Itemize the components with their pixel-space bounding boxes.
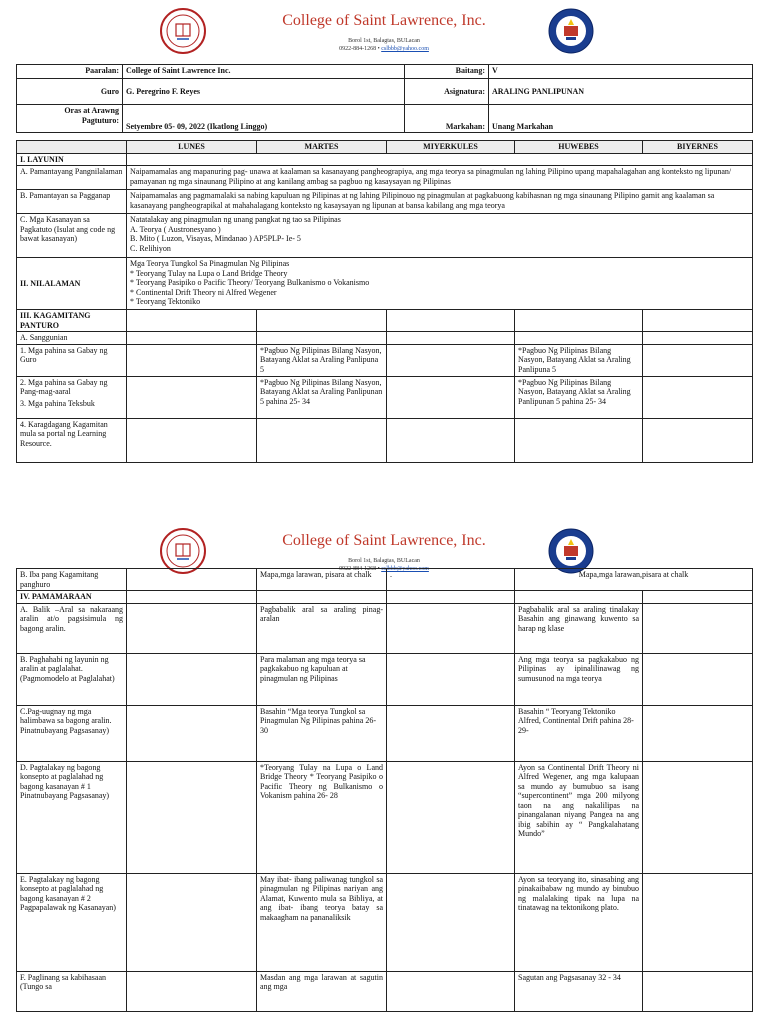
cell-blank (127, 332, 257, 345)
markahan-label: Markahan: (405, 105, 489, 133)
cell-blank (387, 761, 515, 873)
cell-blank (643, 653, 753, 705)
paglinang-martes: Masdan ang mga larawan at sagutin ang mga (257, 971, 387, 1011)
cell-blank (127, 971, 257, 1011)
cell-blank (257, 418, 387, 462)
cell-blank (127, 591, 257, 604)
school-name: College of Saint Lawrence, Inc. (282, 532, 486, 549)
paaralan-value: College of Saint Lawrence Inc. (123, 65, 405, 79)
day-header-martes: MARTES (257, 141, 387, 154)
kasanayan-label: C. Mga Kasanayan sa Pagkatuto (Isulat ang code ng bawat kasanayan) (17, 214, 127, 258)
cell-blank (387, 376, 515, 418)
cell-blank (643, 418, 753, 462)
teksbuk-text: 3. Mga pahina Teksbuk (20, 398, 95, 408)
cell-blank (127, 873, 257, 971)
paglinang-huwebes: Sagutan ang Pagsasanay 32 - 34 (515, 971, 643, 1011)
pamantayang-nilalaman-label: A. Pamantayang Pangnilalaman (17, 166, 127, 190)
nilalaman-line: * Teoryang Pasipiko o Pacific Theory/ Teoryang Bulkanismo o Vokanismo (130, 278, 370, 287)
cell-blank (257, 310, 387, 332)
cell-blank (643, 344, 753, 376)
cell-blank (387, 344, 515, 376)
asignatura-label: Asignatura: (405, 79, 489, 105)
pagtalakay-2-martes: May ibat- ibang paliwanag tungkol sa pinagmulan ng Pilipinas nariyan ang Alamat, Kuwento mula sa Bibliya, at ang ibat- ibang teorya batay sa makaagham na pananaliksik (257, 873, 387, 971)
cell-blank (643, 376, 753, 418)
cell-blank (257, 332, 387, 345)
lesson-plan-table-page-2 (16, 568, 753, 1012)
cell-blank (127, 376, 257, 418)
karagdagang-label: 4. Karagdagang Kagamitan mula sa portal ng Learning Resource. (17, 418, 127, 462)
cell-blank (127, 310, 257, 332)
cell-blank (643, 310, 753, 332)
page-2 (0, 520, 768, 1024)
guro-label: Guro (17, 79, 123, 105)
section-layunin: I. LAYUNIN (17, 153, 127, 166)
cell-blank (257, 591, 387, 604)
kasanayan-line: B. Mito ( Luzon, Visayas, Mindanao ) AP5PLP- Ie- 5 (130, 234, 301, 243)
school-header (0, 0, 768, 62)
cell-blank (643, 971, 753, 1011)
iba-kagamitan-martes: Mapa,mga larawan, pisara at chalk (257, 569, 387, 591)
pag-uugnay-huwebes: Basahin “ Teoryang Tektoniko Alfred, Continental Drift pahina 28- 29- (515, 705, 643, 761)
kasanayan-text (127, 214, 753, 258)
cell-blank (387, 591, 515, 604)
school-phone: 0922-884-1268 • (339, 566, 380, 572)
day-header-blank (17, 141, 127, 154)
balik-aral-martes: Pagbabalik aral sa araling pinag- aralan (257, 603, 387, 653)
school-address: Borol 1st, Balagtas, BULacan (348, 558, 420, 564)
iba-kagamitan-label: B. Iba pang Kagamitang panghuro (17, 569, 127, 591)
school-address: Borol 1st, Balagtas, BULacan (348, 38, 420, 44)
paghahabi-martes: Para malaman ang mga teorya sa pagkakabuo ng kapuluan at pinagmulan ng Pilipinas (257, 653, 387, 705)
guro-value: G. Peregrino F. Reyes (123, 79, 405, 105)
cell-blank (643, 705, 753, 761)
day-header-biyernes: BIYERNES (643, 141, 753, 154)
cell-blank (127, 653, 257, 705)
baitang-label: Baitang: (405, 65, 489, 79)
day-header-miyerkules: MIYERKULES (387, 141, 515, 154)
cell-blank (387, 873, 515, 971)
school-email[interactable]: cslbbb@yahoo.com (381, 566, 429, 572)
nilalaman-line: Mga Teorya Tungkol Sa Pinagmulan Ng Pilipinas (130, 259, 290, 268)
cell-blank (387, 332, 515, 345)
cell-blank (127, 569, 257, 591)
baitang-value: V (489, 65, 753, 79)
cell-blank (127, 344, 257, 376)
pagtalakay-1-huwebes: Ayon sa Continental Drift Theory ni Alfred Wegener, ang mga kalupaan sa mundo ay bumubuo sa isang “supercontinent” mga 200 milyong taon na ang nakalilipas na pinangalanan niyang Pangea na ang ibig sabihin ay “ Pangkalahatang Mundo” (515, 761, 643, 873)
asignatura-value: ARALING PANLIPUNAN (489, 79, 753, 105)
paghahabi-huwebes: Ang mga teorya sa pagkakabuo ng Pilipinas ay ipinalilinawag ng sumusunod na mga teorya (515, 653, 643, 705)
pagtalakay-1-label: D. Pagtalakay ng bagong konsepto at paglalahad ng bagong kasanayan # 1 Pinatnubayang Pagsasanay) (17, 761, 127, 873)
gabay-aaral-huwebes: *Pagbuo Ng Pilipinas Bilang Nasyon, Batayang Aklat sa Araling Panlipunan 5 pahina 25- 34 (515, 376, 643, 418)
day-header-lunes: LUNES (127, 141, 257, 154)
gabay-guro-martes: *Pagbuo Ng Pilipinas Bilang Nasyon, Batayang Aklat sa Araling Panlipuna 5 (257, 344, 387, 376)
oras-label-line-1: Oras at Arawng (64, 106, 119, 115)
school-email[interactable]: cslbbb@yahoo.com (381, 46, 429, 52)
lesson-plan-table-page-1 (16, 140, 753, 463)
kasanayan-line: C. Relihiyon (130, 243, 171, 253)
iba-kagamitan-miyerkules: . (387, 569, 515, 591)
pamantayan-pagganap-text: Naipamamalas ang pagmamalaki sa nabing kapuluan ng Pilipinas at ng lahing Pilipinouo ng pinagmulan at pagkabuong kabihasnan ng mga sinaunang Pilipino gamit ang kaalaman sa kasanayang pangheograpikal at mahahalagang konteksto ng kasaysayan ng lipunan at bansa kabilang ang mga teorya (127, 190, 753, 214)
cell-blank (515, 310, 643, 332)
cell-blank (387, 603, 515, 653)
iba-kagamitan-huwebes: Mapa,mga larawan,pisara at chalk (515, 569, 753, 591)
cell-blank (387, 418, 515, 462)
section-pamamaraan: IV. PAMAMARAAN (17, 591, 127, 604)
pagtalakay-1-martes: *Teoryang Tulay na Lupa o Land Bridge Theory * Teoryang Pasipiko o Pacific Theory ng Bulkanismo o Vokanism pahina 26- 28 (257, 761, 387, 873)
gabay-guro-label: 1. Mga pahina sa Gabay ng Guro (17, 344, 127, 376)
cell-blank (643, 332, 753, 345)
lesson-info-table (16, 64, 753, 133)
cell-blank (515, 332, 643, 345)
section-kagamitan: III. KAGAMITANG PANTURO (17, 310, 127, 332)
pag-uugnay-label: C.Pag-uugnay ng mga halimbawa sa bagong aralin. Pinatnubayang Pagsasanay) (17, 705, 127, 761)
school-contact (0, 46, 768, 52)
oras-label-line-2: Pagtuturo: (81, 115, 119, 125)
kasanayan-line: Natatalakay ang pinagmulan ng unang pangkat ng tao sa Pilipinas (130, 215, 341, 224)
cell-blank (515, 591, 643, 604)
pagtalakay-2-label: E. Pagtalakay ng bagong konsepto at paglalahad ng bagong kasanayan # 2 Pagpapalawak ng Kasanayan) (17, 873, 127, 971)
cell-blank (387, 310, 515, 332)
school-name: College of Saint Lawrence, Inc. (282, 12, 486, 29)
cell-blank (127, 418, 257, 462)
cell-blank (643, 873, 753, 971)
pag-uugnay-martes: Basahin “Mga teorya Tungkol sa Pinagmulan Ng Pilipinas pahina 26- 30 (257, 705, 387, 761)
paaralan-label: Paaralan: (17, 65, 123, 79)
gabay-guro-huwebes: *Pagbuo Ng Pilipinas Bilang Nasyon, Batayang Aklat sa Araling Panlipuna 5 (515, 344, 643, 376)
nilalaman-line: * Continental Drift Theory ni Alfred Wegener (130, 287, 277, 297)
pamantayang-nilalaman-text: Naipamamalas ang mapanuring pag- unawa at kaalaman sa kasanayang pangheograpiya, ang mga teorya sa pinagmulan ng lahing Pilipino upang mapahalagahan ang konteksto ng lipunan/ pamayanan ng mga sinaunang Pilipino at ang kanilang ambag sa pagbuo ng kasaysayan ng Pilipinas (127, 166, 753, 190)
balik-aral-huwebes: Pagbabalik aral sa araling tinalakay Basahin ang ginawang kuwento sa harap ng klase (515, 603, 643, 653)
page-1 (0, 0, 768, 480)
sanggunian-label: A. Sanggunian (17, 332, 127, 345)
pamantayan-pagganap-label: B. Pamantayan sa Pagganap (17, 190, 127, 214)
cell-blank (127, 705, 257, 761)
cell-blank (643, 761, 753, 873)
gabay-aaral-martes: *Pagbuo Ng Pilipinas Bilang Nasyon, Batayang Aklat sa Araling Panlipunan 5 pahina 25- 34 (257, 376, 387, 418)
pagtalakay-2-huwebes: Ayon sa teoryang ito, sinasabing ang pinakaibabaw ng mundo ay binubuo ng malalaking tipak na lupa na tinatawag na tektonikong plato. (515, 873, 643, 971)
nilalaman-text (127, 258, 753, 310)
gabay-aaral-text: 2. Mga pahina sa Gabay ng Pang-mag-aaral (20, 377, 108, 396)
deped-seal-icon (548, 8, 594, 54)
nilalaman-line: * Teoryang Tektoniko (130, 297, 201, 306)
gabay-aaral-label (17, 376, 127, 418)
cell-blank (387, 971, 515, 1011)
section-nilalaman: II. NILALAMAN (17, 258, 127, 310)
kasanayan-line: A. Teorya ( Austronesyano ) (130, 224, 221, 234)
cell-blank (643, 603, 753, 653)
school-phone: 0922-884-1268 • (339, 46, 380, 52)
paghahabi-label: B. Paghahabi ng layunin ng aralin at paglalahat. (Pagmomodelo at Paglalahat) (17, 653, 127, 705)
nilalaman-line: * Teoryang Tulay na Lupa o Land Bridge Theory (130, 268, 288, 278)
oras-label (17, 105, 123, 133)
page-gap (0, 480, 768, 520)
cell-blank (515, 418, 643, 462)
oras-value: Setyembre 05- 09, 2022 (Ikatlong Linggo) (123, 105, 405, 133)
cell-blank (643, 591, 753, 604)
day-header-huwebes: HUWEBES (515, 141, 643, 154)
layunin-blank (127, 153, 753, 166)
cell-blank (127, 603, 257, 653)
balik-aral-label: A. Balik –Aral sa nakaraang aralin at/o pagsisimula ng bagong aralin. (17, 603, 127, 653)
markahan-value: Unang Markahan (489, 105, 753, 133)
cell-blank (387, 653, 515, 705)
cell-blank (387, 705, 515, 761)
cell-blank (127, 761, 257, 873)
paglinang-label: F. Paglinang sa kabihasaan (Tungo sa (17, 971, 127, 1011)
